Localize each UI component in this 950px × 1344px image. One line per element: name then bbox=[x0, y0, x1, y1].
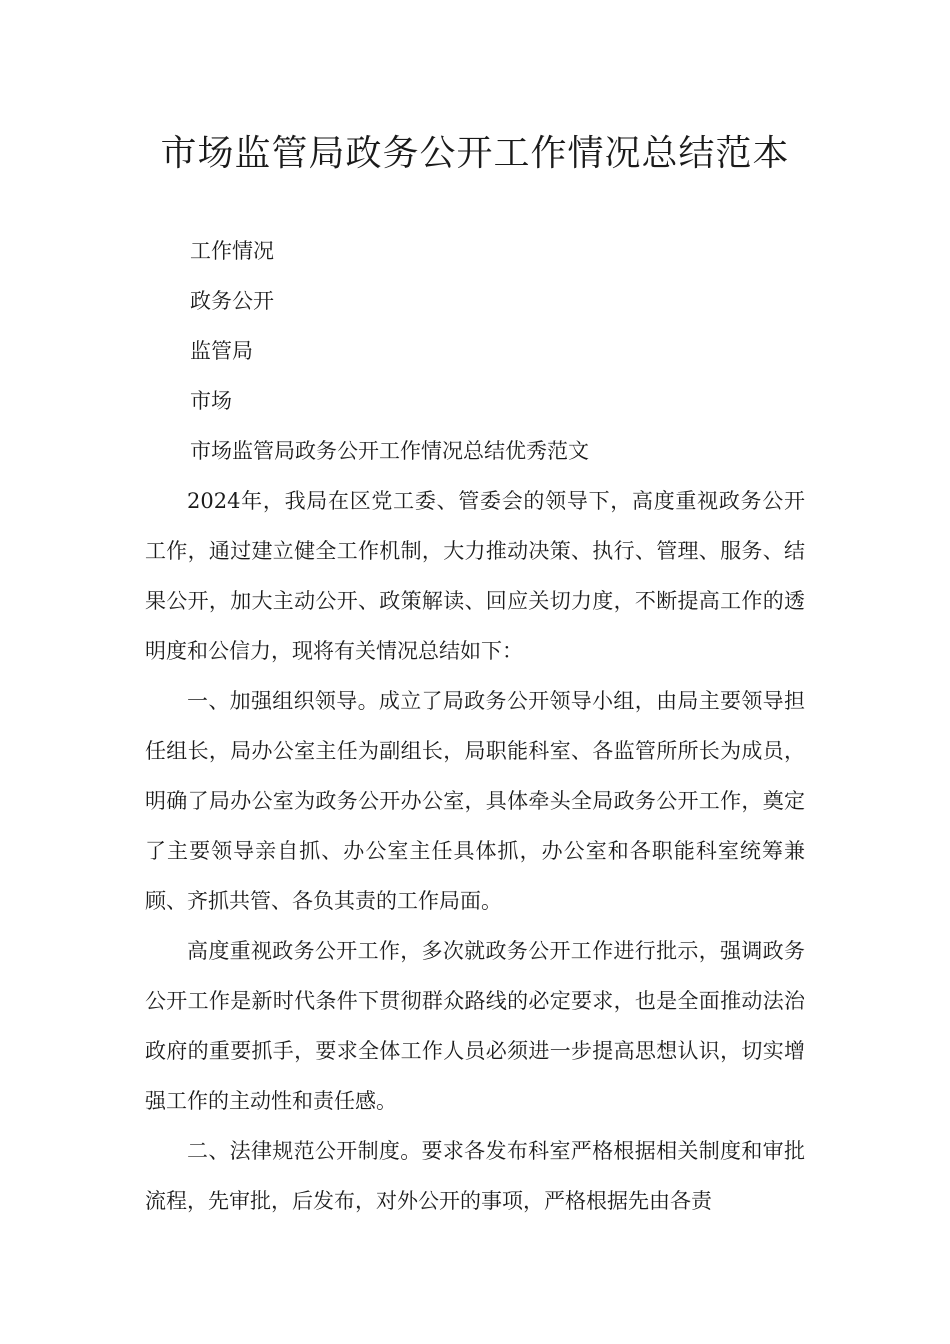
keyword-list bbox=[190, 226, 589, 476]
keyword-item: 市场监管局政务公开工作情况总结优秀范文 bbox=[190, 439, 589, 463]
keyword-item: 市场 bbox=[190, 389, 232, 413]
document-title: 市场监管局政务公开工作情况总结范本 bbox=[160, 133, 790, 174]
keyword-item: 政务公开 bbox=[190, 289, 274, 313]
body-paragraph: 一、加强组织领导。成立了局政务公开领导小组，由局主要领导担任组长，局办公室主任为副组长，局职能科室、各监管所所长为成员，明确了局办公室为政务公开办公室，具体牵头全局政务公开工作，奠定了主要领导亲自抓、办公室主任具体抓，办公室和各职能科室统筹兼顾、齐抓共管、各负其责的工作局面。 bbox=[145, 689, 805, 913]
body-paragraph: 2024年，我局在区党工委、管委会的领导下，高度重视政务公开工作，通过建立健全工作机制，大力推动决策、执行、管理、服务、结果公开，加大主动公开、政策解读、回应关切力度，不断提高工作的透明度和公信力，现将有关情况总结如下： bbox=[145, 489, 805, 663]
keyword-item: 工作情况 bbox=[190, 239, 274, 263]
document-body bbox=[145, 476, 805, 1226]
keyword-item: 监管局 bbox=[190, 339, 253, 363]
body-paragraph: 高度重视政务公开工作，多次就政务公开工作进行批示，强调政务公开工作是新时代条件下贯彻群众路线的必定要求，也是全面推动法治政府的重要抓手，要求全体工作人员必须进一步提高思想认识，切实增强工作的主动性和责任感。 bbox=[145, 939, 805, 1113]
body-paragraph: 二、法律规范公开制度。要求各发布科室严格根据相关制度和审批流程，先审批，后发布，对外公开的事项，严格根据先由各责 bbox=[145, 1139, 805, 1213]
